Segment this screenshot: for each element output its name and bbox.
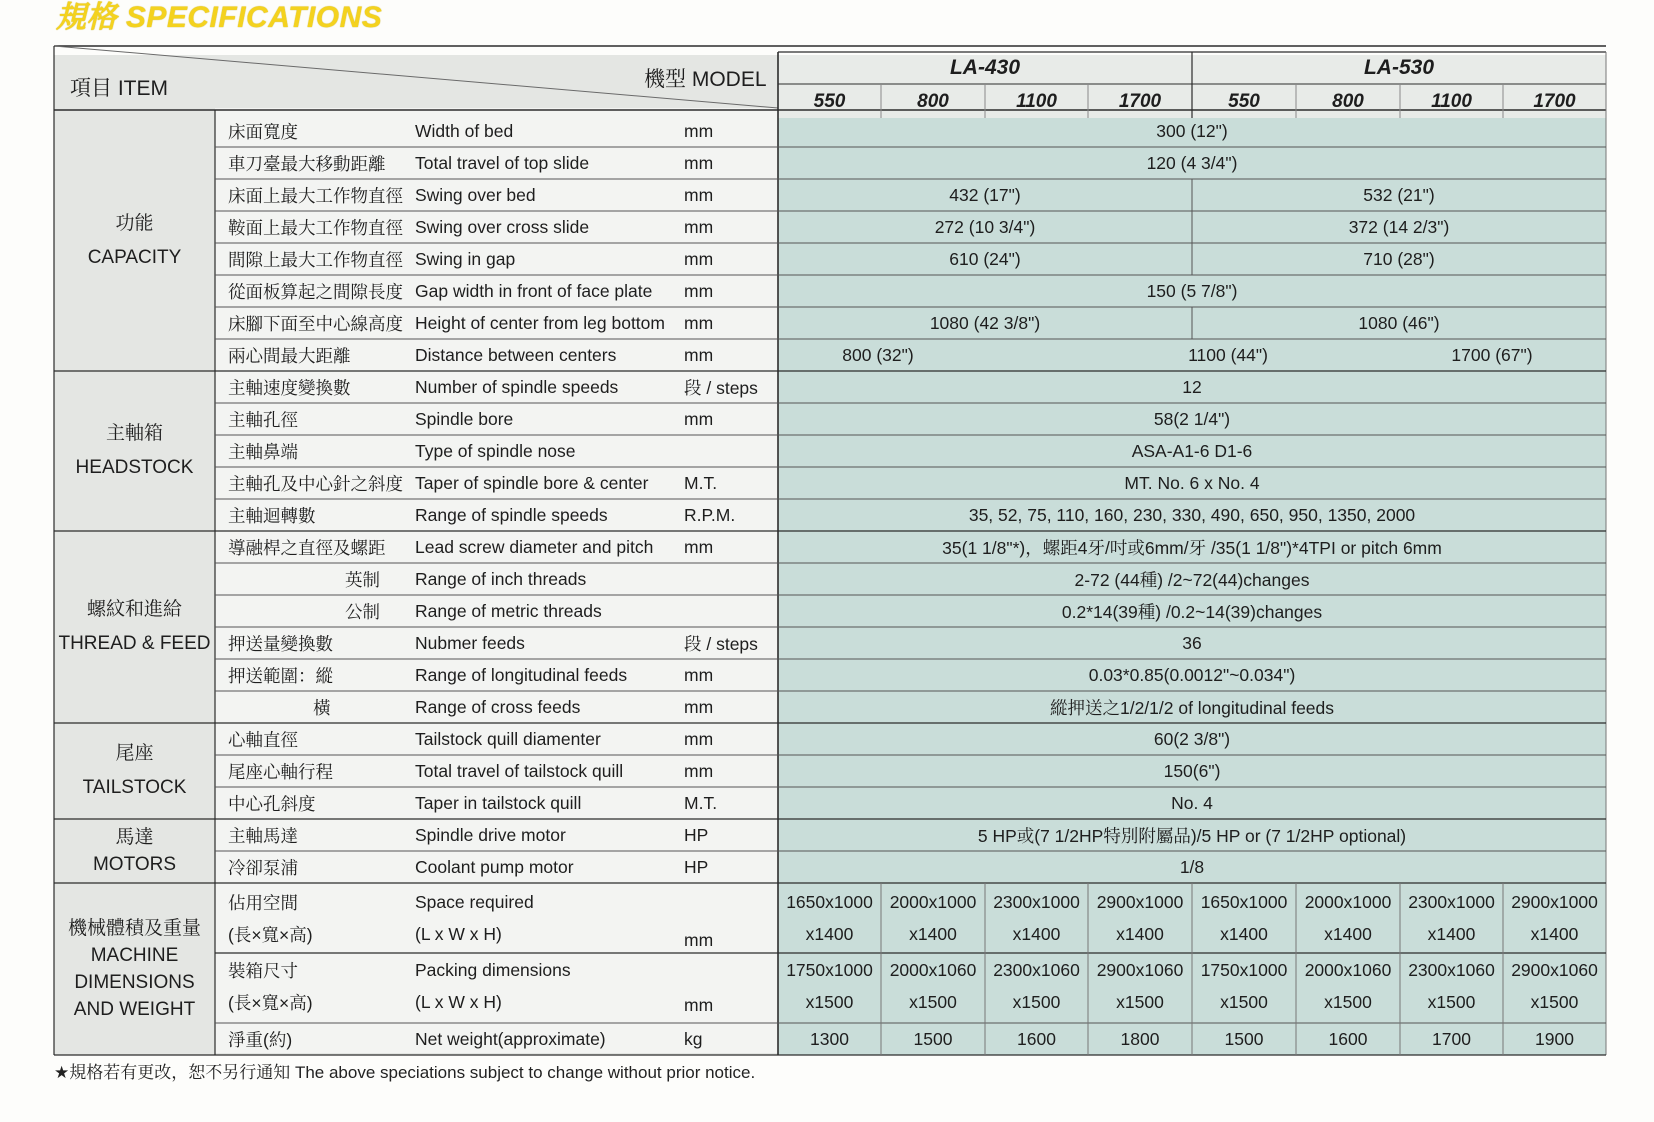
model-la530: LA-530 <box>1363 56 1435 79</box>
spec-unit: M.T. <box>684 792 718 813</box>
spec-unit: mm <box>684 536 714 557</box>
space-height: x1400 <box>1012 923 1061 944</box>
spec-value: ASA-A1-6 D1-6 <box>1131 440 1253 461</box>
category-en: MOTORS <box>92 854 177 875</box>
net-weight: 1500 <box>913 1028 953 1049</box>
spec-value: 縱押送之1/2/1/2 of longitudinal feeds <box>1049 697 1335 718</box>
packing-unit: mm <box>684 994 714 1015</box>
net-weight: 1700 <box>1432 1028 1471 1049</box>
packing-height: x1500 <box>805 991 854 1012</box>
spec-unit: mm <box>684 728 714 749</box>
packing-dimension: 2900x1060 <box>1096 959 1184 980</box>
packing-height: x1500 <box>1012 991 1061 1012</box>
spec-label-en: Number of spindle speeds <box>415 376 619 397</box>
spec-label-zh: 鞍面上最大工作物直徑 <box>228 217 403 238</box>
space-dimension: 1650x1000 <box>786 891 873 912</box>
capacity-header: 1100 <box>1016 91 1057 112</box>
spec-unit: mm <box>684 344 714 365</box>
category-en: TAILSTOCK <box>82 777 187 798</box>
spec-value: 150 (5 7/8") <box>1146 280 1238 301</box>
spec-label-en: Height of center from leg bottom <box>415 312 665 333</box>
net-weight: 1600 <box>1017 1028 1056 1049</box>
spec-value: 432 (17") <box>949 184 1021 205</box>
model-la430: LA-430 <box>949 56 1021 79</box>
spec-value: 5 HP或(7 1/2HP特別附屬品)/5 HP or (7 1/2HP optional) <box>977 825 1407 846</box>
spec-unit: mm <box>684 120 714 141</box>
capacity-header: 800 <box>1332 91 1364 112</box>
space-dimension: 2300x1000 <box>1408 891 1495 912</box>
packing-height: x1500 <box>909 991 957 1012</box>
space-en: Space required <box>415 891 534 912</box>
spec-value: 2-72 (44種) /2~72(44)changes <box>1074 569 1310 590</box>
spec-label-en: Lead screw diameter and pitch <box>415 536 654 557</box>
spec-label-en: Taper of spindle bore & center <box>415 472 649 493</box>
spec-value: 1/8 <box>1179 856 1205 877</box>
spec-value: 0.03*0.85(0.0012"~0.034") <box>1088 664 1296 685</box>
spec-value: 1700 (67") <box>1451 344 1533 365</box>
spec-label-zh: 兩心間最大距離 <box>228 345 351 366</box>
footnote: ★規格若有更改，恕不另行通知 The above speciations subject to change without prior notice. <box>54 1063 756 1082</box>
item-header: 項目 ITEM <box>70 77 168 100</box>
packing-dimension: 2300x1060 <box>1408 959 1495 980</box>
space-unit: mm <box>684 929 714 950</box>
spec-label-zh: 從面板算起之間隙長度 <box>228 281 403 302</box>
spec-label-zh: 冷卻泵浦 <box>228 857 298 878</box>
capacity-header: 800 <box>917 91 949 112</box>
spec-label-zh: 押送量變換數 <box>228 633 333 654</box>
spec-value: 532 (21") <box>1363 184 1435 205</box>
net-weight: 1500 <box>1224 1028 1264 1049</box>
spec-label-en: Nubmer feeds <box>415 632 525 653</box>
space-height: x1400 <box>1530 923 1579 944</box>
category-zh: 尾座 <box>115 743 154 764</box>
space-zh-sub: (長×寬×高) <box>228 924 313 945</box>
spec-label-zh: 主軸速度變換數 <box>228 377 351 398</box>
spec-label-en: Spindle drive motor <box>415 824 566 845</box>
category-zh: 機械體積及重量 <box>67 918 201 939</box>
category-tailstock <box>54 723 215 819</box>
spec-unit: mm <box>684 664 714 685</box>
spec-label-zh: 公制 <box>345 601 380 622</box>
spec-unit: mm <box>684 152 714 173</box>
packing-height: x1500 <box>1324 991 1372 1012</box>
spec-label-en: Taper in tailstock quill <box>415 792 582 813</box>
weight-unit: kg <box>684 1028 703 1049</box>
spec-label-zh: 床腳下面至中心線高度 <box>228 313 403 334</box>
spec-label-en: Distance between centers <box>415 344 617 365</box>
spec-unit: R.P.M. <box>684 504 736 525</box>
spec-unit: mm <box>684 248 714 269</box>
net-weight: 1800 <box>1120 1028 1160 1049</box>
spec-unit: HP <box>684 856 709 877</box>
spec-unit: mm <box>684 760 714 781</box>
spec-unit: mm <box>684 280 714 301</box>
spec-value: 58(2 1/4") <box>1153 408 1231 429</box>
spec-unit: mm <box>684 696 714 717</box>
packing-dimension: 2300x1060 <box>993 959 1080 980</box>
spec-value: 35(1 1/8"*)，螺距4牙/吋或6mm/牙 /35(1 1/8")*4TPI or pitch 6mm <box>942 537 1442 558</box>
category-headstock <box>54 371 215 531</box>
spec-value: 12 <box>1182 376 1202 397</box>
spec-label-zh: 主軸迴轉數 <box>228 505 316 526</box>
spec-unit: 段 / steps <box>684 633 758 654</box>
space-height: x1400 <box>1116 923 1164 944</box>
space-height: x1400 <box>909 923 957 944</box>
category-en: HEADSTOCK <box>75 457 194 478</box>
packing-dimension: 1750x1000 <box>786 959 873 980</box>
spec-value: 710 (28") <box>1363 248 1435 269</box>
spec-label-zh: 心軸直徑 <box>228 729 298 750</box>
spec-value: 36 <box>1182 632 1202 653</box>
net-weight: 1600 <box>1328 1028 1368 1049</box>
spec-value: 0.2*14(39種) /0.2~14(39)changes <box>1061 601 1323 622</box>
packing-dimension: 1750x1000 <box>1200 959 1288 980</box>
category-machine-dimensions <box>54 883 215 1055</box>
packing-dimension: 2000x1060 <box>889 959 977 980</box>
category-en: DIMENSIONS <box>74 972 195 993</box>
packing-en: Packing dimensions <box>415 959 571 980</box>
spec-label-zh: 主軸馬達 <box>228 825 298 846</box>
spec-label-en: Range of metric threads <box>415 600 602 621</box>
page-title: 規格 SPECIFICATIONS <box>56 1 383 34</box>
spec-label-zh: 押送範圍：縱 <box>228 665 333 686</box>
capacity-header: 550 <box>1228 91 1260 112</box>
spec-label-en: Tailstock quill diamenter <box>415 728 601 749</box>
space-dimension: 2900x1000 <box>1511 891 1598 912</box>
category-thread-feed <box>54 531 215 723</box>
spec-label-zh: 中心孔斜度 <box>228 793 316 814</box>
spec-label-en: Range of longitudinal feeds <box>415 664 628 685</box>
spec-value: 60(2 3/8") <box>1153 728 1231 749</box>
spec-label-en: Width of bed <box>415 120 514 141</box>
spec-unit: mm <box>684 408 714 429</box>
space-dimension: 2000x1000 <box>1304 891 1392 912</box>
spec-label-en: Swing over bed <box>415 184 536 205</box>
spec-label-zh: 床面上最大工作物直徑 <box>228 185 403 206</box>
spec-value: 1100 (44") <box>1188 344 1268 365</box>
spec-label-zh: 導融桿之直徑及螺距 <box>228 537 386 558</box>
category-en: MACHINE <box>90 945 179 966</box>
spec-label-en: Total travel of top slide <box>415 152 590 173</box>
packing-height: x1500 <box>1220 991 1268 1012</box>
category-zh: 馬達 <box>115 827 154 848</box>
net-weight: 1300 <box>810 1028 849 1049</box>
spec-value: 610 (24") <box>949 248 1021 269</box>
weight-en: Net weight(approximate) <box>415 1028 606 1049</box>
spec-value: 1080 (46") <box>1358 312 1440 333</box>
spec-label-zh: 橫 <box>313 697 331 718</box>
spec-unit: mm <box>684 184 714 205</box>
spec-value: 120 (4 3/4") <box>1146 152 1238 173</box>
spec-unit: 段 / steps <box>684 377 758 398</box>
net-weight: 1900 <box>1535 1028 1574 1049</box>
space-height: x1400 <box>1427 923 1476 944</box>
spec-label-en: Total travel of tailstock quill <box>415 760 624 781</box>
spec-label-zh: 間隙上最大工作物直徑 <box>228 249 403 270</box>
spec-value: 800 (32") <box>842 344 914 365</box>
packing-zh: 裝箱尺寸 <box>228 960 298 981</box>
spec-value: 300 (12") <box>1156 120 1228 141</box>
spec-value: 150(6") <box>1163 760 1221 781</box>
capacity-header: 550 <box>813 91 846 112</box>
spec-unit: mm <box>684 312 714 333</box>
space-dimension: 2000x1000 <box>889 891 977 912</box>
spec-label-en: Type of spindle nose <box>415 440 576 461</box>
spec-value: 372 (14 2/3") <box>1348 216 1450 237</box>
spec-value: 1080 (42 3/8") <box>929 312 1041 333</box>
spec-value: 272 (10 3/4") <box>934 216 1036 237</box>
category-capacity <box>54 110 215 371</box>
spec-label-zh: 尾座心軸行程 <box>228 761 333 782</box>
packing-dimension: 2900x1060 <box>1511 959 1598 980</box>
spec-label-zh: 主軸鼻端 <box>228 441 298 462</box>
spec-label-en: Spindle bore <box>415 408 514 429</box>
spec-value: MT. No. 6 x No. 4 <box>1124 472 1260 493</box>
category-zh: 功能 <box>115 212 154 234</box>
category-en: CAPACITY <box>87 246 182 268</box>
capacity-header: 1100 <box>1431 91 1472 112</box>
spec-label-zh: 車刀臺最大移動距離 <box>228 153 386 174</box>
model-header: 機型 MODEL <box>644 68 767 91</box>
spec-unit: mm <box>684 216 714 237</box>
spec-label-zh: 主軸孔徑 <box>228 409 298 430</box>
spec-label-en: Swing in gap <box>415 248 516 269</box>
spec-label-zh: 主軸孔及中心針之斜度 <box>228 473 403 494</box>
weight-zh: 淨重(約) <box>228 1029 293 1050</box>
space-height: x1400 <box>805 923 854 944</box>
packing-height: x1500 <box>1116 991 1164 1012</box>
space-dimension: 2900x1000 <box>1096 891 1184 912</box>
category-motors <box>54 819 215 883</box>
packing-height: x1500 <box>1427 991 1476 1012</box>
packing-en-sub: (L x W x H) <box>415 991 502 1012</box>
category-zh: 主軸箱 <box>105 423 163 444</box>
spec-unit: HP <box>684 824 709 845</box>
category-zh: 螺紋和進給 <box>86 599 182 620</box>
spec-label-zh: 英制 <box>345 569 380 590</box>
spec-label-en: Range of cross feeds <box>415 696 581 717</box>
space-en-sub: (L x W x H) <box>415 923 502 944</box>
packing-dimension: 2000x1060 <box>1304 959 1392 980</box>
spec-label-en: Gap width in front of face plate <box>415 280 653 301</box>
space-dimension: 1650x1000 <box>1200 891 1288 912</box>
packing-zh-sub: (長×寬×高) <box>228 992 313 1013</box>
spec-value: No. 4 <box>1171 792 1213 813</box>
spec-unit: M.T. <box>684 472 718 493</box>
spec-label-en: Range of spindle speeds <box>415 504 608 525</box>
category-en: AND WEIGHT <box>73 999 196 1020</box>
space-dimension: 2300x1000 <box>993 891 1080 912</box>
space-height: x1400 <box>1324 923 1372 944</box>
spec-label-en: Range of inch threads <box>415 568 587 589</box>
category-en: THREAD & FEED <box>58 633 211 654</box>
spec-value: 35, 52, 75, 110, 160, 230, 330, 490, 650, 950, 1350, 2000 <box>968 504 1416 525</box>
space-zh: 佔用空間 <box>228 892 298 913</box>
capacity-header: 1700 <box>1118 91 1162 112</box>
spec-label-en: Coolant pump motor <box>415 856 574 877</box>
capacity-header: 1700 <box>1533 91 1576 112</box>
packing-height: x1500 <box>1530 991 1579 1012</box>
space-height: x1400 <box>1220 923 1268 944</box>
spec-label-zh: 床面寬度 <box>228 121 298 142</box>
spec-label-en: Swing over cross slide <box>415 216 590 237</box>
